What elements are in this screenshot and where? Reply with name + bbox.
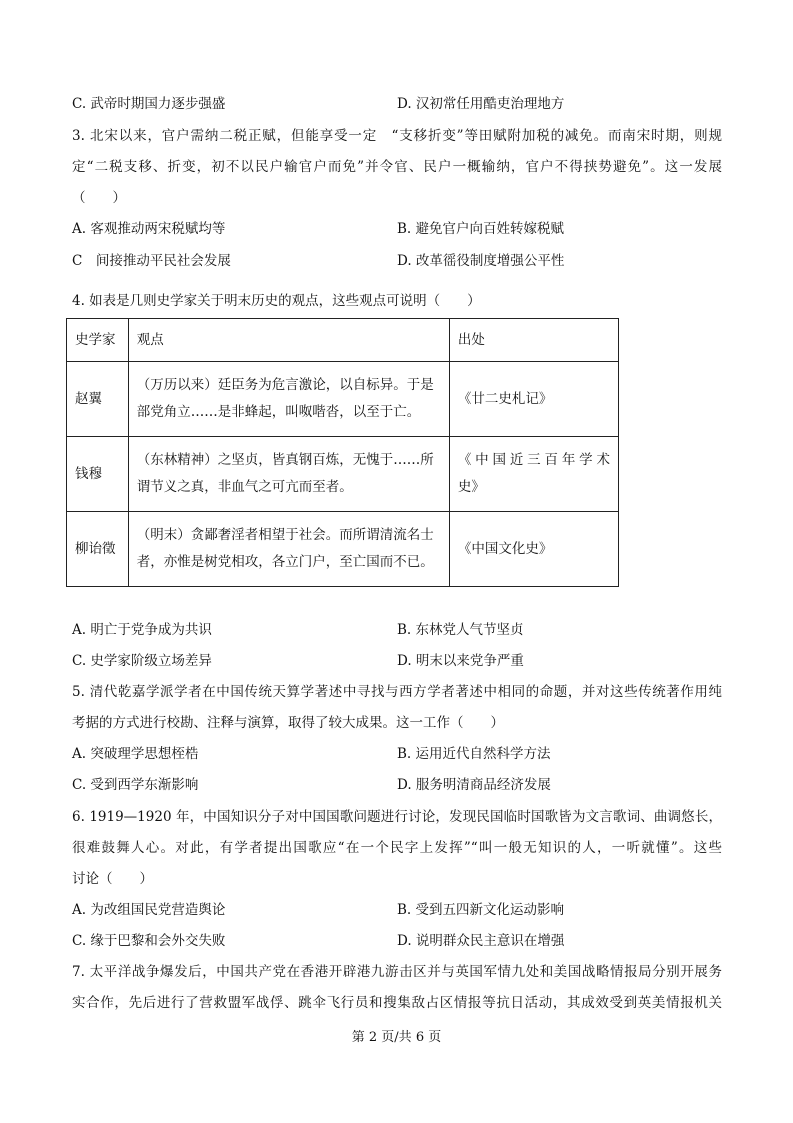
- view-line: 者，亦惟是树党相攻，各立门户，至亡国而不已。: [136, 554, 434, 570]
- source-line: 《中国近三百年学术: [457, 452, 610, 468]
- table-row: [67, 362, 619, 437]
- cell-view: [128, 512, 449, 587]
- view-line: 部党角立……是非蜂起，叫呶喈沓，以至于亡。: [136, 404, 421, 420]
- header-source: 出处: [449, 319, 618, 362]
- q6-stem-line2: 很难鼓舞人心。对此，有学者提出国歌应“在一个民字上发挥”“叫一般无知识的人，一听就懂”。这些: [72, 840, 722, 856]
- view-line: （万历以来）廷臣务为危言激论，以自标异。于是: [136, 377, 434, 393]
- q4-table: [66, 318, 619, 587]
- cell-source: [449, 362, 618, 437]
- q5-option-d: D. 服务明清商品经济发展: [397, 777, 551, 793]
- q7-stem-line1: 7. 太平洋战争爆发后，中国共产党在香港开辟港九游击区并与英国军情九处和美国战略情报局分别开展务: [72, 964, 722, 980]
- q5-option-a: A. 突破理学思想桎梏: [72, 746, 199, 762]
- q6-option-a: A. 为改组国民党营造舆论: [72, 902, 226, 918]
- q3-stem-line1: 3. 北宋以来，官户需纳二税正赋，但能享受一定 “支移折变”等田赋附加税的减免。而南宋时期，则规: [72, 128, 722, 144]
- q4-option-c: C. 史学家阶级立场差异: [72, 653, 212, 669]
- q4-option-a: A. 明亡于党争成为共识: [72, 622, 212, 638]
- q4-option-d: D. 明末以来党争严重: [397, 653, 524, 669]
- q6-option-c: C. 缘于巴黎和会外交失败: [72, 933, 226, 949]
- q3-option-d: D. 改革徭役制度增强公平性: [397, 253, 565, 269]
- q3-option-b: B. 避免官户向百姓转嫁税赋: [397, 221, 565, 237]
- q5-stem-line2: 考据的方式进行校勘、注释与演算，取得了较大成果。这一工作（ ）: [72, 715, 504, 731]
- q6-stem-line3: 讨论（ ）: [72, 871, 153, 887]
- cell-source: [449, 512, 618, 587]
- source-line: 史》: [457, 479, 485, 495]
- q3-stem-line2: 定“二税支移、折变，初不以民户输官户而免”并令官、民户一概输纳，官户不得挟势避免”。这一发展: [72, 159, 722, 175]
- table-header-row: [67, 319, 619, 362]
- q2-option-d: D. 汉初常任用酷吏治理地方: [397, 96, 565, 112]
- q7-stem-line2: 实合作，先后进行了营救盟军战俘、跳伞飞行员和搜集敌占区情报等抗日活动，其成效受到英美情报机关: [72, 995, 722, 1011]
- q4-stem: 4. 如表是几则史学家关于明末历史的观点，这些观点可说明（ ）: [72, 293, 481, 309]
- q6-option-b: B. 受到五四新文化运动影响: [397, 902, 565, 918]
- source-line: 《中国文化史》: [457, 540, 553, 557]
- cell-view: [128, 362, 449, 437]
- cell-historian: 赵翼: [67, 362, 129, 437]
- table-row: [67, 512, 619, 587]
- view-line: 谓节义之真，非血气之可亢而至者。: [136, 479, 353, 495]
- q3-option-c: C 间接推动平民社会发展: [72, 253, 231, 269]
- header-historian: 史学家: [67, 319, 129, 362]
- q3-option-a: A. 客观推动两宋税赋均等: [72, 221, 226, 237]
- cell-view: [128, 437, 449, 512]
- q3-answer-blank: （ ）: [72, 190, 126, 206]
- cell-historian: 柳诒徵: [67, 512, 129, 587]
- q5-option-c: C. 受到西学东渐影响: [72, 777, 199, 793]
- table-row: [67, 437, 619, 512]
- q2-option-c: C. 武帝时期国力逐步强盛: [72, 96, 226, 112]
- q4-option-b: B. 东林党人气节坚贞: [397, 622, 524, 638]
- q5-option-b: B. 运用近代自然科学方法: [397, 746, 551, 762]
- cell-source: [449, 437, 618, 512]
- view-line: （明末）贪鄙奢淫者相望于社会。而所谓清流名士: [136, 527, 434, 543]
- q6-stem-line1: 6. 1919—1920 年，中国知识分子对中国国歌问题进行讨论，发现民国临时国歌皆为文言歌词、曲调悠长，: [72, 809, 722, 825]
- source-line: 《廿二史札记》: [457, 390, 553, 407]
- view-line: （东林精神）之坚贞，皆真钢百炼，无愧于……所: [136, 452, 434, 468]
- q5-stem-line1: 5. 清代乾嘉学派学者在中国传统天算学著述中寻找与西方学者著述中相同的命题，并对这些传统著作用纯: [72, 684, 722, 700]
- page-number: 第 2 页/共 6 页: [351, 1030, 442, 1045]
- header-view: 观点: [128, 319, 449, 362]
- q6-option-d: D. 说明群众民主意识在增强: [397, 933, 565, 949]
- cell-historian: 钱穆: [67, 437, 129, 512]
